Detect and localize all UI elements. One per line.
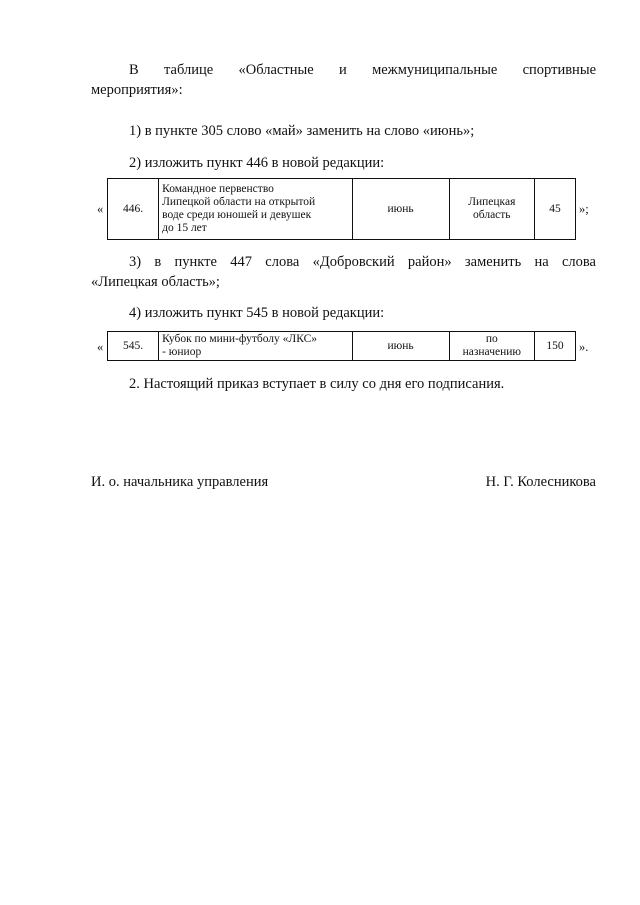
cell-month: июнь [352,179,449,240]
cell-number: 446. [108,179,159,240]
event-name-line: воде среди юношей и девушек [162,209,312,221]
clause-2: 2. Настоящий приказ вступает в силу со дня его подписания. [129,376,505,392]
open-quote: « [97,202,104,216]
cell-event-name [159,332,352,361]
amendment-table-545 [107,331,576,361]
intro-line-2: мероприятия»: [91,82,183,98]
cell-number: 545. [108,332,159,361]
event-name-line: Командное первенство [162,183,274,195]
amendment-table-446 [107,178,576,240]
item-3-line-2: «Липецкая область»; [91,274,220,290]
event-name-line: - юниор [162,346,202,358]
event-name-line: до 15 лет [162,222,207,234]
close-quote: »; [579,202,589,216]
open-quote: « [97,340,104,354]
item-4: 4) изложить пункт 545 в новой редакции: [129,305,385,321]
cell-count: 45 [534,179,575,240]
place-line: по [485,333,498,345]
event-name-line: Кубок по мини-футболу «ЛКС» [162,333,318,345]
item-1: 1) в пункте 305 слово «май» заменить на слово «июнь»; [129,123,475,139]
place-line: назначению [462,346,521,358]
cell-place [449,332,534,361]
item-2: 2) изложить пункт 446 в новой редакции: [129,155,385,171]
close-quote: ». [579,340,589,354]
signatory-name: Н. Г. Колесникова [485,474,596,490]
item-3-line-1: 3) в пункте 447 слова «Добровский район» заменить на слова [129,254,596,270]
table-row [108,179,576,240]
cell-place [449,179,534,240]
cell-event-name [159,179,352,240]
place-line: область [473,209,511,221]
cell-count: 150 [534,332,575,361]
cell-month: июнь [352,332,449,361]
event-name-line: Липецкой области на открытой [162,196,316,208]
signatory-position: И. о. начальника управления [91,474,269,490]
table-row [108,332,576,361]
place-line: Липецкая [468,196,516,208]
intro-line-1: В таблице «Областные и межмуниципальные спортивные [129,62,596,78]
